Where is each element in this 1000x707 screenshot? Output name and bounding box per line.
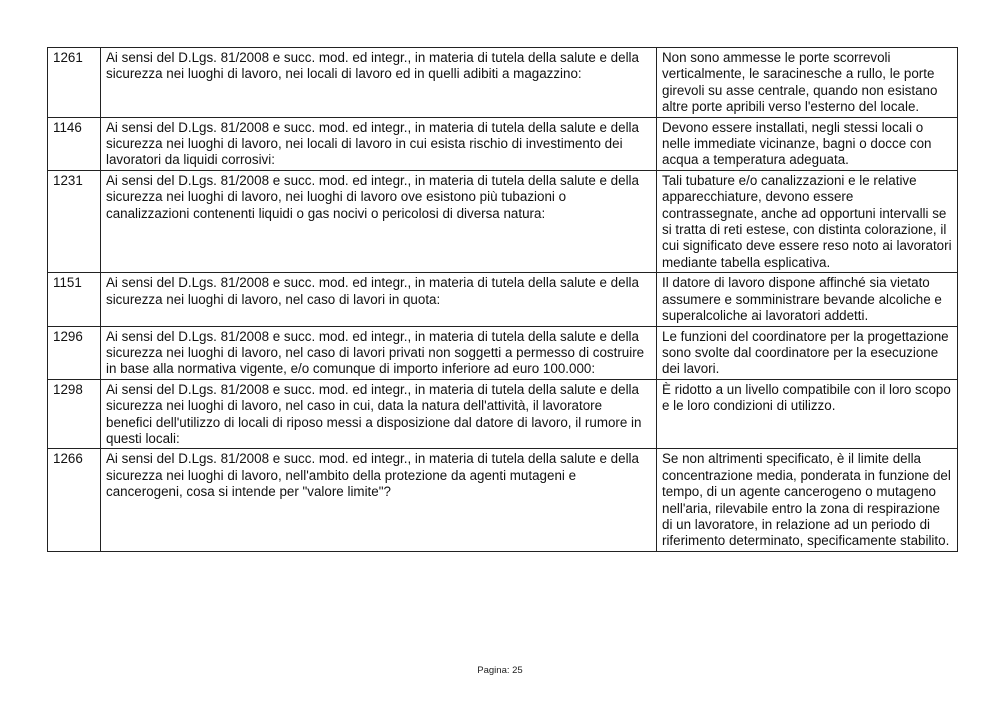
table-row	[48, 117, 958, 170]
page-number: Pagina: 25	[477, 665, 523, 676]
answer-text: Le funzioni del coordinatore per la progettazione sono svolte dal coordinatore per la esecuzione dei lavori.	[657, 326, 958, 379]
question-id: 1296	[48, 326, 101, 379]
question-text: Ai sensi del D.Lgs. 81/2008 e succ. mod. ed integr., in materia di tutela della salute e della sicurezza nei luoghi di lavoro, nell'ambito della protezione da agenti mutageni e cancerogeni, cosa si intende per "valore limite"?	[101, 449, 657, 551]
answer-text: Se non altrimenti specificato, è il limite della concentrazione media, ponderata in funzione del tempo, di un agente cancerogeno o mutageno nell'aria, rilevabile entro la zona di respirazione di un lavoratore, in relazione ad un periodo di riferimento determinato, specificamente stabilito.	[657, 449, 958, 551]
question-text: Ai sensi del D.Lgs. 81/2008 e succ. mod. ed integr., in materia di tutela della salute e della sicurezza nei luoghi di lavoro, nel caso in cui, data la natura dell'attività, il lavoratore benefici dell'utilizzo di locali di riposo messi a disposizione dal datore di lavoro, il rumore in questi locali:	[101, 379, 657, 449]
question-text: Ai sensi del D.Lgs. 81/2008 e succ. mod. ed integr., in materia di tutela della salute e della sicurezza nei luoghi di lavoro, nei luoghi di lavoro ove esistono più tubazioni o canalizzazioni contenenti liquidi o gas nocivi o pericolosi di diversa natura:	[101, 170, 657, 272]
table-row	[48, 449, 958, 551]
question-id: 1261	[48, 48, 101, 118]
table-row	[48, 170, 958, 272]
table-row	[48, 273, 958, 326]
question-text: Ai sensi del D.Lgs. 81/2008 e succ. mod. ed integr., in materia di tutela della salute e della sicurezza nei luoghi di lavoro, nei locali di lavoro in cui esista rischio di investimento dei lavoratori da liquidi corrosivi:	[101, 117, 657, 170]
question-id: 1231	[48, 170, 101, 272]
question-text: Ai sensi del D.Lgs. 81/2008 e succ. mod. ed integr., in materia di tutela della salute e della sicurezza nei luoghi di lavoro, nel caso di lavori in quota:	[101, 273, 657, 326]
question-text: Ai sensi del D.Lgs. 81/2008 e succ. mod. ed integr., in materia di tutela della salute e della sicurezza nei luoghi di lavoro, nel caso di lavori privati non soggetti a permesso di costruire in base alla normativa vigente, e/o comunque di importo inferiore ad euro 100.000:	[101, 326, 657, 379]
question-id: 1146	[48, 117, 101, 170]
questions-table	[47, 47, 958, 552]
question-text: Ai sensi del D.Lgs. 81/2008 e succ. mod. ed integr., in materia di tutela della salute e della sicurezza nei luoghi di lavoro, nei locali di lavoro ed in quelli adibiti a magazzino:	[101, 48, 657, 118]
question-id: 1266	[48, 449, 101, 551]
answer-text: Tali tubature e/o canalizzazioni e le relative apparecchiature, devono essere contrassegnate, anche ad opportuni intervalli se si tratta di reti estese, con distinta colorazione, il cui significato deve essere reso noto ai lavoratori mediante tabella esplicativa.	[657, 170, 958, 272]
table-row	[48, 326, 958, 379]
table-row	[48, 48, 958, 118]
answer-text: Non sono ammesse le porte scorrevoli verticalmente, le saracinesche a rullo, le porte girevoli su asse centrale, quando non esistano altre porte apribili verso l'esterno del locale.	[657, 48, 958, 118]
answer-text: È ridotto a un livello compatibile con il loro scopo e le loro condizioni di utilizzo.	[657, 379, 958, 449]
question-id: 1151	[48, 273, 101, 326]
question-id: 1298	[48, 379, 101, 449]
answer-text: Il datore di lavoro dispone affinché sia vietato assumere e somministrare bevande alcoliche e superalcoliche ai lavoratori addetti.	[657, 273, 958, 326]
table-row	[48, 379, 958, 449]
answer-text: Devono essere installati, negli stessi locali o nelle immediate vicinanze, bagni o docce con acqua a temperatura adeguata.	[657, 117, 958, 170]
